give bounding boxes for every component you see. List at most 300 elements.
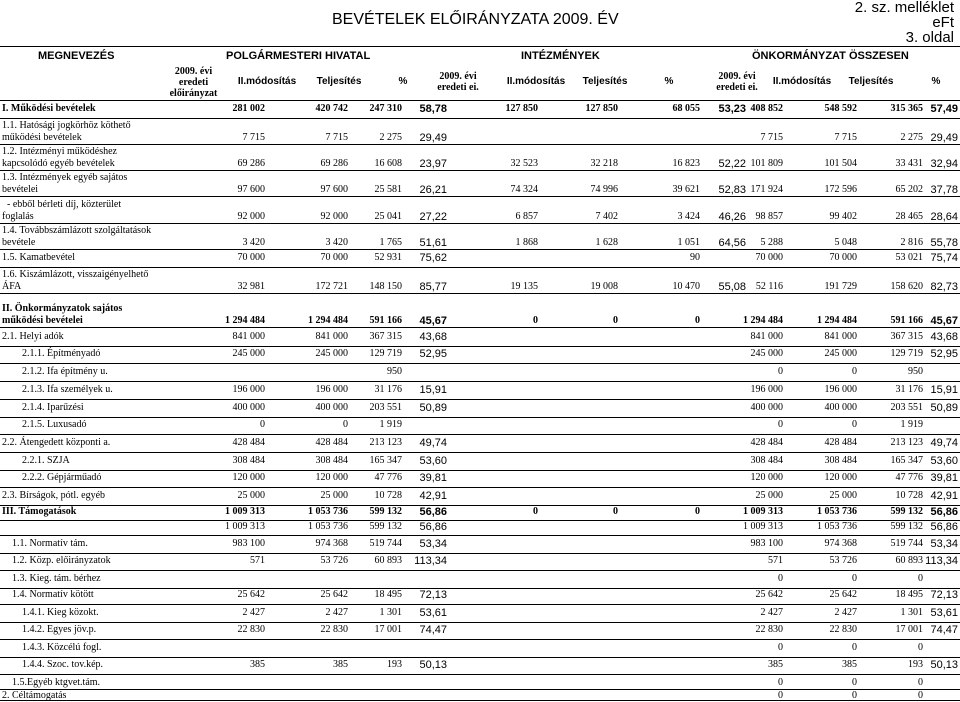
cell-value: 90 [690, 252, 700, 263]
cell-percent: 50,13 [930, 659, 958, 671]
cell-value: 2 427 [760, 607, 783, 618]
cell-percent: 75,62 [419, 252, 447, 264]
cell-value: 591 166 [369, 315, 402, 326]
cell-percent: 74,47 [419, 624, 447, 636]
row-label-line: 1.5.Egyéb ktgvet.tám. [2, 677, 101, 688]
cell-value: 120 000 [315, 472, 348, 483]
row-label-line: 1.1. Normatív tám. [2, 538, 88, 549]
cell-value: 519 744 [890, 538, 923, 549]
cell-value: 599 132 [369, 521, 402, 532]
cell-value: 193 [908, 659, 923, 670]
cell-value: 0 [852, 642, 857, 653]
cell-percent: 57,49 [930, 103, 958, 115]
cell-value: 0 [343, 419, 348, 430]
cell-value: 0 [852, 690, 857, 701]
table-row [0, 120, 960, 144]
cell-value: 22 830 [320, 624, 348, 635]
cell-percent: 53,23 [718, 103, 746, 115]
cell-value: 2 427 [325, 607, 348, 618]
cell-value: 19 008 [590, 281, 618, 292]
cell-value: 428 484 [232, 437, 265, 448]
annex-label: 2. sz. melléklet [854, 0, 954, 16]
cell-value: 841 000 [315, 331, 348, 342]
cell-value: 1 009 313 [743, 521, 783, 532]
cell-value: 0 [778, 677, 783, 688]
cell-value: 308 484 [824, 455, 857, 466]
cell-value: 25 041 [374, 211, 402, 222]
cell-value: 974 368 [315, 538, 348, 549]
cell-value: 69 286 [320, 158, 348, 169]
row-label-line: 2.1. Helyi adók [2, 331, 64, 342]
cell-value: 172 596 [824, 184, 857, 195]
row-separator [0, 604, 960, 605]
table-row [0, 490, 960, 505]
cell-value: 841 000 [232, 331, 265, 342]
row-label [2, 472, 101, 484]
cell-value: 69 286 [237, 158, 265, 169]
cell-value: 0 [778, 642, 783, 653]
cell-percent: 29,49 [930, 132, 958, 144]
row-label-line: 1.4.3. Közcélú fogl. [2, 642, 102, 653]
cell-value: 841 000 [824, 331, 857, 342]
cell-value: 0 [918, 677, 923, 688]
cell-value: 0 [918, 642, 923, 653]
cell-value: 7 715 [834, 132, 857, 143]
cell-value: 599 132 [890, 506, 923, 517]
row-separator [0, 553, 960, 554]
page-title: BEVÉTELEK ELŐIRÁNYZATA 2009. ÉV [332, 11, 619, 28]
row-separator [0, 363, 960, 364]
cell-percent: 113,34 [414, 555, 447, 567]
table-row [0, 199, 960, 223]
row-separator [0, 118, 960, 119]
cell-value: 308 484 [750, 455, 783, 466]
cell-percent: 49,74 [930, 437, 958, 449]
cell-value: 47 776 [374, 472, 402, 483]
subheader-ph-3: % [398, 76, 408, 87]
cell-value: 245 000 [232, 348, 265, 359]
cell-value: 28 465 [895, 211, 923, 222]
cell-value: 0 [613, 506, 618, 517]
row-label-line: működési bevételei [2, 315, 83, 326]
row-label [2, 506, 76, 518]
subheader-onk-3: % [931, 76, 941, 87]
cell-value: 0 [778, 366, 783, 377]
cell-percent: 26,21 [419, 184, 447, 196]
row-label [2, 348, 100, 360]
cell-value: 428 484 [315, 437, 348, 448]
cell-value: 22 830 [755, 624, 783, 635]
cell-percent: 52,95 [930, 348, 958, 360]
cell-value: 983 100 [232, 538, 265, 549]
row-label-line: 2.2. Átengedett központi a. [2, 437, 111, 448]
row-separator [0, 470, 960, 471]
row-label-line: III. Támogatások [2, 506, 77, 517]
cell-value: 281 002 [232, 103, 265, 114]
row-label [2, 573, 101, 585]
row-label-line: 1.4. Normatív kötött [2, 589, 94, 600]
cell-value: 33 431 [895, 158, 923, 169]
row-label-line: 1.4. Továbbszámlázott szolgáltatások [2, 225, 152, 236]
cell-value: 5 288 [760, 237, 783, 248]
cell-percent: 29,49 [419, 132, 447, 144]
row-separator [0, 346, 960, 347]
cell-value: 385 [768, 659, 783, 670]
cell-value: 120 000 [824, 472, 857, 483]
cell-value: 52 931 [374, 252, 402, 263]
cell-percent: 55,78 [930, 237, 958, 249]
cell-value: 22 830 [829, 624, 857, 635]
cell-value: 16 608 [374, 158, 402, 169]
table-row [0, 521, 960, 535]
cell-value: 70 000 [320, 252, 348, 263]
subheader-ph-0: 2009. évi eredeti előirányzat [169, 66, 218, 99]
cell-value: 17 001 [374, 624, 402, 635]
cell-value: 10 728 [895, 490, 923, 501]
header-bottom-rule [0, 100, 960, 101]
cell-percent: 52,95 [419, 348, 447, 360]
cell-value: 129 719 [369, 348, 402, 359]
cell-value: 19 135 [510, 281, 538, 292]
row-label-line: ÁFA [2, 281, 22, 292]
cell-value: 101 809 [750, 158, 783, 169]
cell-value: 18 495 [374, 589, 402, 600]
cell-value: 3 424 [677, 211, 700, 222]
cell-percent: 43,68 [419, 331, 447, 343]
cell-percent: 53,34 [419, 538, 447, 550]
cell-value: 408 852 [750, 103, 783, 114]
cell-value: 120 000 [232, 472, 265, 483]
row-label [2, 252, 75, 264]
cell-value: 25 642 [320, 589, 348, 600]
table-row [0, 472, 960, 487]
cell-percent: 23,97 [419, 158, 447, 170]
cell-value: 97 600 [237, 184, 265, 195]
cell-value: 308 484 [315, 455, 348, 466]
cell-value: 32 218 [590, 158, 618, 169]
subheader-int-1: II.módosítás [506, 76, 566, 87]
table-row [0, 366, 960, 381]
cell-value: 1 765 [379, 237, 402, 248]
subheader-onk-2: Teljesítés [848, 76, 894, 87]
row-label-line: bevétele [2, 237, 36, 248]
cell-percent: 50,89 [419, 402, 447, 414]
cell-value: 148 150 [369, 281, 402, 292]
cell-percent: 58,78 [419, 103, 447, 115]
cell-percent: 56,86 [419, 521, 447, 533]
row-separator [0, 535, 960, 536]
cell-value: 10 728 [374, 490, 402, 501]
cell-percent: 52,22 [718, 158, 746, 170]
row-label [2, 659, 103, 671]
row-label [2, 589, 94, 601]
cell-value: 92 000 [237, 211, 265, 222]
row-label [2, 538, 88, 550]
cell-value: 101 504 [824, 158, 857, 169]
row-separator [0, 417, 960, 418]
row-label-line: 2.1.4. Iparűzési [2, 402, 84, 413]
cell-percent: 46,26 [718, 211, 746, 223]
row-separator [0, 570, 960, 571]
cell-value: 1 294 484 [817, 315, 857, 326]
cell-value: 0 [778, 690, 783, 701]
table-row [0, 225, 960, 249]
row-separator [0, 487, 960, 488]
table-row [0, 384, 960, 399]
cell-percent: 27,22 [419, 211, 447, 223]
row-label [2, 437, 110, 449]
cell-value: 92 000 [320, 211, 348, 222]
cell-value: 385 [250, 659, 265, 670]
table-row [0, 690, 960, 700]
table-row [0, 103, 960, 118]
cell-percent: 82,73 [930, 281, 958, 293]
cell-value: 191 729 [824, 281, 857, 292]
cell-value: 245 000 [824, 348, 857, 359]
group-header-intezmenyek: INTÉZMÉNYEK [521, 50, 600, 62]
cell-value: 1 294 484 [225, 315, 265, 326]
table-row [0, 331, 960, 346]
row-label [2, 331, 64, 343]
cell-value: 99 402 [829, 211, 857, 222]
cell-value: 1 009 313 [743, 506, 783, 517]
cell-percent: 85,77 [419, 281, 447, 293]
cell-value: 1 294 484 [743, 315, 783, 326]
table-row [0, 437, 960, 452]
cell-value: 7 715 [325, 132, 348, 143]
row-separator [0, 434, 960, 435]
cell-value: 10 470 [672, 281, 700, 292]
cell-value: 65 202 [895, 184, 923, 195]
cell-value: 97 600 [320, 184, 348, 195]
table-row [0, 624, 960, 639]
cell-value: 0 [778, 573, 783, 584]
row-label [2, 120, 131, 144]
cell-value: 18 495 [895, 589, 923, 600]
cell-value: 2 275 [900, 132, 923, 143]
table-row [0, 419, 960, 434]
row-label [2, 199, 121, 223]
table-row [0, 252, 960, 267]
cell-value: 32 981 [237, 281, 265, 292]
cell-value: 213 123 [890, 437, 923, 448]
table-row [0, 642, 960, 657]
row-separator [0, 293, 960, 294]
table-row [0, 659, 960, 674]
cell-value: 0 [852, 573, 857, 584]
row-separator [0, 639, 960, 640]
cell-percent: 42,91 [930, 490, 958, 502]
cell-value: 1 868 [515, 237, 538, 248]
cell-value: 3 420 [242, 237, 265, 248]
row-label [2, 419, 86, 431]
row-label-line: II. Önkormányzatok sajátos [2, 303, 123, 314]
cell-percent: 51,61 [419, 237, 447, 249]
row-label [2, 642, 101, 654]
row-separator [0, 249, 960, 250]
cell-value: 120 000 [750, 472, 783, 483]
row-label-line: 2.1.2. Ifa építmény u. [2, 366, 108, 377]
cell-value: 315 365 [890, 103, 923, 114]
cell-value: 25 642 [237, 589, 265, 600]
cell-value: 841 000 [750, 331, 783, 342]
cell-value: 53 726 [320, 555, 348, 566]
cell-value: 32 523 [510, 158, 538, 169]
cell-value: 213 123 [369, 437, 402, 448]
cell-value: 400 000 [824, 402, 857, 413]
cell-value: 31 176 [374, 384, 402, 395]
cell-value: 1 301 [900, 607, 923, 618]
row-separator [0, 327, 960, 328]
unit-label: eFt [932, 14, 954, 31]
row-label-line: 2.3. Bírságok, pótl. egyéb [2, 490, 106, 501]
subheader-ph-1: II.módosítás [237, 76, 297, 87]
header-top-rule [0, 46, 960, 47]
cell-value: 519 744 [369, 538, 402, 549]
cell-value: 367 315 [890, 331, 923, 342]
row-label [2, 555, 111, 567]
cell-percent: 53,60 [419, 455, 447, 467]
table-row [0, 607, 960, 622]
cell-value: 47 776 [895, 472, 923, 483]
cell-value: 1 009 313 [225, 521, 265, 532]
cell-value: 245 000 [315, 348, 348, 359]
cell-value: 5 048 [834, 237, 857, 248]
table-row [0, 348, 960, 363]
cell-value: 0 [533, 506, 538, 517]
cell-value: 53 726 [829, 555, 857, 566]
cell-value: 0 [533, 315, 538, 326]
cell-value: 25 642 [755, 589, 783, 600]
cell-value: 428 484 [750, 437, 783, 448]
table-row [0, 555, 960, 570]
cell-percent: 50,89 [930, 402, 958, 414]
table-row [0, 506, 960, 520]
row-label-line: 1.4.4. Szoc. tov.kép. [2, 659, 104, 670]
subheader-onk-0: 2009. évi eredeti ei. [716, 71, 758, 93]
cell-percent: 49,74 [419, 437, 447, 449]
cell-value: 129 719 [890, 348, 923, 359]
cell-value: 1 053 736 [308, 506, 348, 517]
cell-percent: 56,86 [930, 506, 958, 518]
cell-value: 70 000 [829, 252, 857, 263]
cell-value: 98 857 [755, 211, 783, 222]
row-separator [0, 196, 960, 197]
row-label-line: bevételei [2, 184, 39, 195]
cell-value: 70 000 [755, 252, 783, 263]
group-header-hivatal: POLGÁRMESTERI HIVATAL [226, 50, 371, 62]
cell-percent: 74,47 [930, 624, 958, 636]
cell-value: 308 484 [232, 455, 265, 466]
cell-value: 950 [387, 366, 402, 377]
cell-value: 7 715 [242, 132, 265, 143]
row-label-line: 1.3. Kieg. tám. bérhez [2, 573, 101, 584]
row-label-line: 1.1. Hatósági jogkörhöz köthető [2, 120, 131, 131]
table-row [0, 573, 960, 588]
cell-value: 165 347 [890, 455, 923, 466]
cell-value: 385 [333, 659, 348, 670]
cell-value: 22 830 [237, 624, 265, 635]
cell-value: 25 000 [755, 490, 783, 501]
cell-value: 0 [918, 573, 923, 584]
row-label [2, 146, 117, 170]
column-name-header: MEGNEVEZÉS [38, 50, 115, 62]
row-separator [0, 399, 960, 400]
row-label [2, 269, 148, 293]
table-row [0, 677, 960, 689]
cell-percent: 15,91 [930, 384, 958, 396]
cell-value: 172 721 [315, 281, 348, 292]
cell-percent: 50,13 [419, 659, 447, 671]
cell-value: 2 427 [242, 607, 265, 618]
cell-value: 0 [852, 677, 857, 688]
cell-value: 1 051 [677, 237, 700, 248]
cell-value: 0 [778, 419, 783, 430]
row-label [2, 225, 151, 249]
row-label-line: 2. Céltámogatás [2, 690, 67, 701]
cell-value: 7 402 [595, 211, 618, 222]
cell-value: 1 053 736 [817, 521, 857, 532]
cell-value: 68 055 [672, 103, 700, 114]
row-label-line: I. Működési bevételek [2, 103, 96, 114]
cell-value: 165 347 [369, 455, 402, 466]
row-separator [0, 622, 960, 623]
cell-value: 39 621 [672, 184, 700, 195]
cell-value: 17 001 [895, 624, 923, 635]
row-label-line: 2.1.5. Luxusadó [2, 419, 87, 430]
cell-value: 400 000 [315, 402, 348, 413]
cell-value: 950 [908, 366, 923, 377]
cell-value: 0 [613, 315, 618, 326]
row-label-line: működési bevételek [2, 132, 82, 143]
cell-percent: 53,60 [930, 455, 958, 467]
cell-value: 171 924 [750, 184, 783, 195]
cell-value: 599 132 [890, 521, 923, 532]
cell-value: 367 315 [369, 331, 402, 342]
cell-value: 196 000 [824, 384, 857, 395]
row-separator [0, 170, 960, 171]
row-label-line: - ebből bérleti díj, közterület [2, 199, 122, 210]
cell-value: 1 053 736 [308, 521, 348, 532]
cell-percent: 72,13 [930, 589, 958, 601]
cell-percent: 72,13 [419, 589, 447, 601]
cell-percent: 28,64 [930, 211, 958, 223]
cell-value: 3 420 [325, 237, 348, 248]
row-separator [0, 381, 960, 382]
cell-value: 1 919 [900, 419, 923, 430]
cell-value: 70 000 [237, 252, 265, 263]
cell-percent: 15,91 [419, 384, 447, 396]
cell-value: 0 [695, 506, 700, 517]
row-label [2, 455, 70, 467]
cell-value: 571 [768, 555, 783, 566]
cell-value: 52 116 [755, 281, 783, 292]
cell-value: 245 000 [750, 348, 783, 359]
cell-value: 25 000 [237, 490, 265, 501]
cell-value: 599 132 [369, 506, 402, 517]
cell-percent: 64,56 [718, 237, 746, 249]
cell-value: 1 628 [595, 237, 618, 248]
cell-value: 25 000 [829, 490, 857, 501]
page-number: 3. oldal [905, 29, 954, 46]
cell-percent: 75,74 [930, 252, 958, 264]
row-label-line: 2.1.1. Építményadó [2, 348, 101, 359]
row-separator [0, 144, 960, 145]
cell-value: 0 [852, 366, 857, 377]
cell-percent: 52,83 [718, 184, 746, 196]
cell-value: 196 000 [232, 384, 265, 395]
row-label [2, 624, 96, 636]
